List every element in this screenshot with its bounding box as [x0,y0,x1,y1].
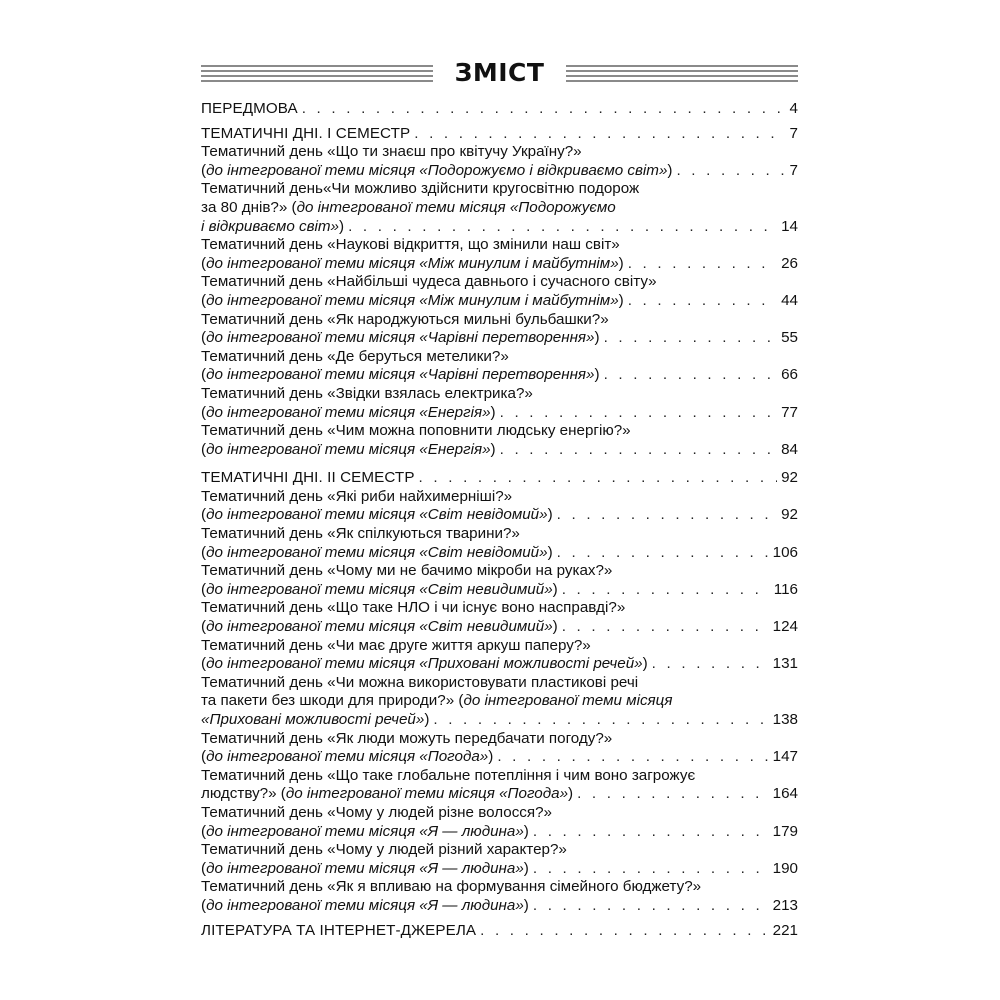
dot-leader [533,823,769,842]
toc-entry-text [201,655,648,674]
toc-page-number: 92 [781,506,798,524]
toc-entry-text [201,441,496,460]
toc-entry-theme: «Приховані можливості речей» [201,711,425,728]
toc-entry-line [201,525,798,544]
toc-entry-title: ( [201,896,207,914]
toc-entry-title: ) [642,655,648,673]
toc-entry-line [201,488,798,507]
toc-entry-text [201,236,620,253]
toc-entry-line [201,860,798,879]
toc-entry-title: ) [547,506,553,524]
toc-entry-line [201,143,798,162]
toc-entry-theme: до інтегрованої теми місяця «Енергія» [206,440,491,458]
toc-entry-title: ( [201,748,207,766]
toc-entry-title: Тематичний день «Як люди можуть передбачати погоду?» [201,729,613,747]
toc-entry-text [201,785,573,804]
toc-entry-line [201,199,798,218]
toc-entry-text [201,292,624,311]
toc-entry-text [201,692,672,709]
dot-leader [348,218,777,237]
toc-entry-theme: до інтегрованої теми місяця «Світ невідомий» [206,506,548,524]
toc-entry-title: ) [594,366,600,384]
toc-page-number: 7 [789,161,798,179]
dot-leader [533,897,769,916]
toc-entry-title: ) [594,329,600,347]
toc-entry[interactable] [201,236,798,273]
toc-page-number: 7 [789,124,798,142]
toc-entry[interactable] [201,143,798,180]
toc-entry[interactable] [201,730,798,767]
toc-entry-line [201,218,798,237]
toc-entry-text [201,637,591,654]
table-of-contents [201,100,798,940]
toc-entry-text [201,125,410,144]
dot-leader [500,441,777,460]
toc-page-number: 44 [781,291,798,309]
toc-entry-line [201,655,798,674]
toc-entry-text [201,878,701,895]
dot-leader [419,469,778,488]
toc-page-number: 213 [772,896,798,914]
toc-entry-title: ) [618,254,624,272]
toc-entry-line [201,422,798,441]
toc-entry-line [201,544,798,563]
toc-entry-title: ( [201,580,207,598]
toc-entry-title: людству?» ( [201,785,286,803]
toc-entry-line [201,841,798,860]
title-row [201,50,798,96]
toc-entry[interactable] [201,878,798,915]
toc-entry-title: ) [490,440,496,458]
toc-entry-text [201,143,582,160]
toc-entry[interactable] [201,422,798,459]
toc-page-number: 4 [789,100,798,117]
dot-leader [652,655,769,674]
toc-entry-text [201,199,616,216]
toc-entry-line [201,730,798,749]
toc-entry-theme: до інтегрованої теми місяця «Світ невидимий» [206,618,553,636]
toc-entry-title: Тематичний день«Чи можливо здійснити кругосвітню подорож [201,180,640,198]
toc-entry-title: та пакети без шкоди для природи?» ( [201,692,464,710]
toc-entry-title: Тематичний день «Найбільші чудеса давнього і сучасного світу» [201,273,657,291]
toc-entry-theme: до інтегрованої теми місяця «Чарівні перетворення» [206,329,595,347]
toc-entry-title: ( [201,822,207,840]
toc-entry-theme: до інтегрованої теми місяця «Погода» [285,785,569,803]
toc-entry-title: ( [201,366,207,384]
toc-entry[interactable] [201,841,798,878]
toc-entry-text [201,860,529,879]
toc-page-number: 138 [772,711,798,728]
toc-entry-line [201,311,798,330]
toc-entry-theme: до інтегрованої теми місяця «Між минулим і майбутнім» [206,291,619,309]
toc-entry-title: Тематичний день «Що ти знаєш про квітучу Україну?» [201,143,582,161]
toc-entry-text [201,348,509,365]
toc-entry[interactable] [201,599,798,636]
toc-entry[interactable] [201,385,798,422]
dot-leader [500,404,777,423]
toc-section-heading[interactable] [201,125,798,144]
toc-entry-text [201,767,695,784]
dot-leader [480,922,769,941]
toc-entry-title: Тематичний день «Як народжуються мильні бульбашки?» [201,310,609,328]
toc-entry-title: ( [201,161,207,179]
toc-page-number: 164 [772,785,798,803]
toc-entry[interactable] [201,674,798,730]
toc-entry-line [201,618,798,637]
toc-entry-text [201,748,493,767]
toc-entry-title: ) [523,822,529,840]
toc-entry-title: Тематичний день «Чому у людей різне волосся?» [201,803,552,821]
left-title-rule [201,65,433,82]
toc-entry-line [201,329,798,348]
toc-entry-title: ( [201,291,207,309]
toc-entry-text [201,469,415,488]
toc-entry-line [201,767,798,786]
toc-entry-title: ( [201,440,207,458]
toc-entry-line [201,897,798,916]
toc-entry-line [201,748,798,767]
toc-entry-title: ( [201,655,207,673]
toc-entry-title: Тематичний день «Чи має друге життя аркуш паперу?» [201,636,591,654]
dot-leader [302,100,786,119]
dot-leader [533,860,769,879]
dot-leader [577,785,769,804]
toc-entry-text [201,100,298,119]
toc-entry-title: Тематичний день «Що таке глобальне потепління і чим воно загрожує [201,766,696,784]
toc-entry-text [201,329,600,348]
toc-entry-line [201,469,798,488]
dot-leader [562,618,769,637]
toc-entry[interactable] [201,488,798,525]
dot-leader [604,366,778,385]
toc-entry-title: ) [568,785,574,803]
toc-entry-title: ( [201,254,207,272]
toc-entry-title: Тематичний день «Звідки взялась електрика?» [201,384,533,402]
toc-entry-theme: до інтегрованої теми місяця «Погода» [206,748,489,766]
toc-page-number: 106 [772,543,798,561]
toc-entry-theme: до інтегрованої теми місяця «Між минулим і майбутнім» [206,254,619,272]
toc-entry-title: ( [201,403,207,421]
toc-page-number: 179 [772,822,798,840]
toc-entry-text [201,730,612,747]
toc-entry-text [201,544,553,563]
toc-entry-line [201,441,798,460]
toc-entry[interactable] [201,804,798,841]
toc-entry-line [201,506,798,525]
toc-entry-line [201,785,798,804]
toc-entry-title: Тематичний день «Чим можна поповнити людську енергію?» [201,422,631,440]
toc-entry-line [201,100,798,119]
dot-leader [628,255,777,274]
toc-page-number: 14 [781,217,798,235]
toc-entry-line [201,255,798,274]
toc-entry-theme: і відкриваємо світ» [201,217,339,235]
toc-entry-title: ( [201,859,207,877]
toc-entry-title: ( [201,543,207,561]
toc-entry[interactable] [201,767,798,804]
toc-entry[interactable] [201,273,798,310]
dot-leader [414,125,785,144]
toc-entry[interactable] [201,525,798,562]
dot-leader [433,711,768,730]
toc-entry-line [201,692,798,711]
toc-entry-text [201,674,638,691]
toc-entry-line [201,562,798,581]
toc-entry-line [201,581,798,600]
toc-entry-line [201,162,798,181]
right-title-rule [566,65,798,82]
toc-entry-line [201,711,798,730]
toc-page-number: 77 [781,403,798,421]
toc-entry-theme: до інтегрованої теми місяця «Я — людина» [206,822,524,840]
toc-entry-text [201,562,612,579]
toc-entry-theme: до інтегрованої теми місяця «Я — людина» [206,896,524,914]
toc-entry-text [201,385,533,402]
toc-entry-text [201,255,624,274]
dot-leader [604,329,778,348]
toc-entry-title: ) [490,403,496,421]
contents-page [201,50,798,940]
toc-entry-title: ) [667,161,673,179]
toc-entry-theme: до інтегрованої теми місяця «Подорожуємо і відкриваємо світ» [206,161,668,179]
toc-section-heading[interactable] [201,100,798,119]
toc-page-number: 124 [772,618,798,636]
toc-entry-theme: до інтегрованої теми місяця [463,692,673,710]
toc-entry-title: за 80 днів?» ( [201,198,297,216]
toc-entry-title: Тематичний день «Чи можна використовувати пластикові речі [201,673,639,691]
toc-entry-title: ) [339,217,345,235]
toc-entry-title: ) [523,859,529,877]
toc-entry-text [201,162,672,181]
toc-entry-title: ) [618,291,624,309]
toc-entry-line [201,385,798,404]
toc-entry-text [201,804,552,821]
toc-section-heading[interactable] [201,922,798,941]
toc-entry-title: ТЕМАТИЧНІ ДНІ. ІІ СЕМЕСТР [201,469,415,487]
toc-page-number: 147 [772,748,798,766]
toc-entry-title: ТЕМАТИЧНІ ДНІ. І СЕМЕСТР [201,124,411,142]
toc-entry-title: Тематичний день «Як я впливаю на формування сімейного бюджету?» [201,878,702,896]
toc-entry-title: ) [552,580,558,598]
toc-page-number: 55 [781,329,798,347]
toc-entry-theme: до інтегрованої теми місяця «Подорожуємо [296,198,616,216]
toc-entry-title: ) [547,543,553,561]
toc-entry-line [201,637,798,656]
toc-entry-text [201,581,558,600]
toc-page-number: 221 [772,921,798,939]
toc-entry-title: ЛІТЕРАТУРА ТА ІНТЕРНЕТ-ДЖЕРЕЛА [201,921,477,939]
toc-entry-line [201,674,798,693]
toc-page-number: 190 [772,859,798,877]
toc-page-number: 84 [781,440,798,458]
toc-entry[interactable] [201,180,798,236]
toc-entry-text [201,488,512,505]
toc-entry-text [201,841,567,858]
toc-entry-title: ( [201,618,207,636]
toc-entry-text [201,897,529,916]
toc-entry[interactable] [201,637,798,674]
dot-leader [497,748,768,767]
toc-entry-text [201,599,625,616]
toc-entry-title: Тематичний день «Які риби найхимерніші?» [201,487,513,505]
toc-entry-text [201,506,553,525]
toc-entry-line [201,823,798,842]
toc-entry-theme: до інтегрованої теми місяця «Чарівні перетворення» [206,366,595,384]
toc-entry-title: ) [488,748,494,766]
toc-entry-line [201,236,798,255]
toc-entry-line [201,348,798,367]
toc-entry-line [201,922,798,941]
toc-entry-title: ) [523,896,529,914]
toc-entry-title: ) [552,618,558,636]
toc-entry-line [201,878,798,897]
toc-entry-title: ( [201,329,207,347]
dot-leader [676,162,785,181]
toc-entry-text [201,366,600,385]
toc-entry-line [201,804,798,823]
toc-entry-text [201,618,558,637]
toc-entry-title: Тематичний день «Чому ми не бачимо мікроби на руках?» [201,562,613,580]
toc-entry-theme: до інтегрованої теми місяця «Приховані можливості речей» [206,655,643,673]
toc-entry[interactable] [201,562,798,599]
toc-entry-theme: до інтегрованої теми місяця «Енергія» [206,403,491,421]
toc-page-number: 131 [772,655,798,673]
dot-leader [557,506,777,525]
toc-entry-title: ) [424,711,430,728]
toc-page-number: 116 [773,580,798,598]
toc-entry-text [201,525,520,542]
toc-entry-line [201,599,798,618]
dot-leader [562,581,770,600]
toc-entry-text [201,711,429,730]
toc-entry-title: Тематичний день «Що таке НЛО і чи існує воно насправді?» [201,599,626,617]
toc-entry-line [201,404,798,423]
toc-entry[interactable] [201,311,798,348]
toc-entry-line [201,125,798,144]
toc-entry-title: Тематичний день «Чому у людей різний характер?» [201,841,567,859]
toc-entry-text [201,404,496,423]
toc-entry-text [201,823,529,842]
toc-entry-line [201,180,798,199]
toc-entry-theme: до інтегрованої теми місяця «Я — людина» [206,859,524,877]
toc-entry-theme: до інтегрованої теми місяця «Світ невідомий» [206,543,548,561]
dot-leader [557,544,769,563]
toc-entry-title: Тематичний день «Наукові відкриття, що змінили наш світ» [201,236,620,254]
toc-entry-theme: до інтегрованої теми місяця «Світ невидимий» [206,580,553,598]
toc-entry-title: ( [201,506,207,524]
toc-page-number: 92 [781,469,798,487]
dot-leader [628,292,777,311]
toc-page-number: 26 [781,254,798,272]
toc-entry-text [201,218,344,237]
toc-entry-title: Тематичний день «Де беруться метелики?» [201,347,509,365]
toc-entry-text [201,922,476,941]
toc-entry-text [201,422,631,439]
toc-entry-line [201,366,798,385]
page-title: ЗМІСТ [454,57,545,87]
toc-entry-text [201,311,609,328]
toc-entry-line [201,292,798,311]
toc-entry-title: Тематичний день «Як спілкуються тварини?» [201,525,520,543]
toc-entry-title: ПЕРЕДМОВА [201,100,298,117]
toc-entry-line [201,273,798,292]
toc-entry[interactable] [201,348,798,385]
toc-entry-text [201,273,657,290]
toc-page-number: 66 [781,366,798,384]
toc-entry-text [201,180,639,197]
toc-section-heading[interactable] [201,469,798,488]
